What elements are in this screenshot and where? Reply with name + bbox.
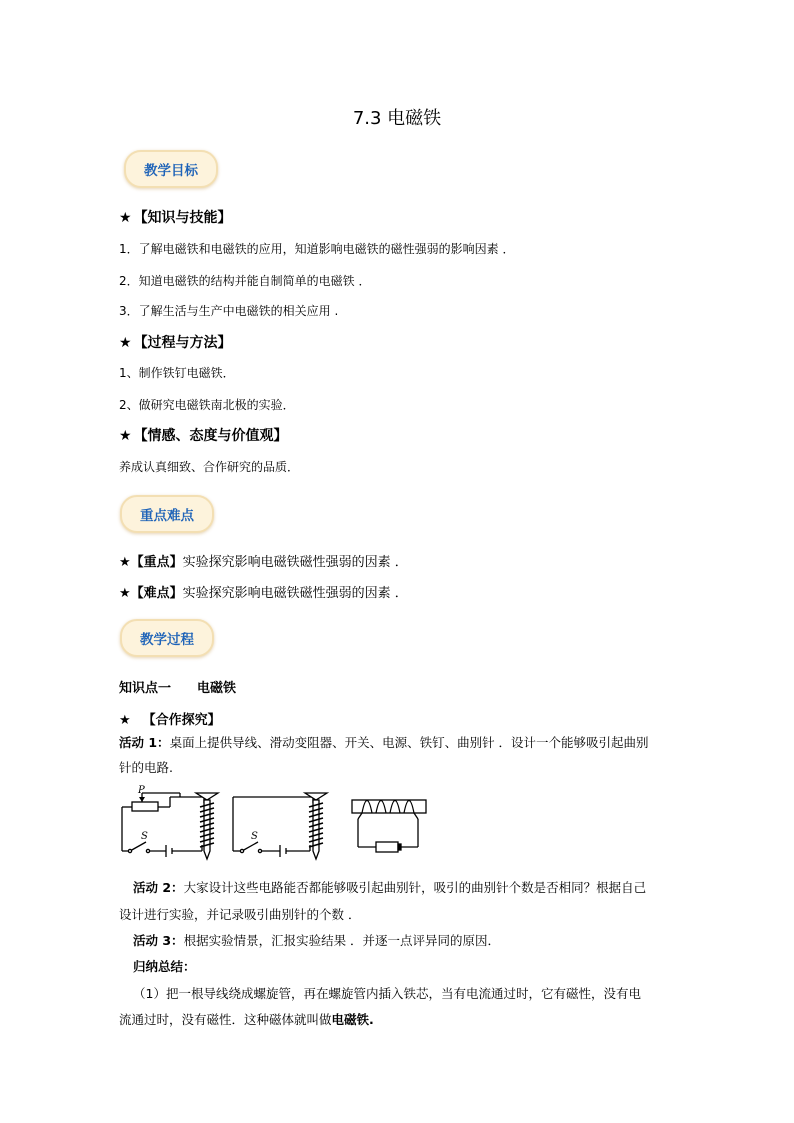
star-icon: ★: [119, 428, 132, 444]
difficult-point-line: ★【难点】实验探究影响电磁铁磁性强弱的因素 ．: [119, 586, 408, 601]
activity2-line2: 设计进行实验，并记录吸引曲别针的个数 ．: [119, 907, 361, 922]
nail-2: [305, 793, 327, 859]
knowledge-point-heading: 知识点一 电磁铁: [119, 681, 237, 696]
knowledge-item-3: 3．了解生活与生产中电磁铁的相关应用 .: [119, 304, 339, 318]
term-electromagnet: 电磁铁.: [331, 1012, 374, 1027]
star-icon: ★: [119, 210, 132, 226]
slider-arrow: [139, 797, 145, 802]
activity1-line1: 活动 1：桌面上提供导线、滑动变阻器、开关、电源、铁钉、曲别针 ．设计一个能够吸引起曲别: [119, 735, 649, 750]
circuit-3-solenoid: [352, 800, 426, 852]
summary-line1: （1）把一根导线绕成螺旋管，再在螺旋管内插入铁芯，当有电流通过时，它有磁性，没有电: [133, 986, 641, 1001]
label-s1: S: [141, 831, 148, 842]
circuit-1-rheostat: [122, 793, 204, 857]
activity1-line2: 针的电路.: [119, 760, 173, 775]
star-icon: ★: [119, 555, 131, 570]
nail-1: [196, 793, 218, 859]
page-title: 7.3 电磁铁: [352, 108, 442, 129]
section-badge-process: 教学过程: [120, 619, 214, 657]
heading-knowledge: ★ 【知识与技能】: [119, 210, 232, 226]
summary-line2: 流通过时，没有磁性．这种磁体就叫做电磁铁.: [119, 1012, 374, 1027]
summary-heading: 归纳总结：: [133, 959, 196, 974]
heading-emotion: ★ 【情感、态度与价值观】: [119, 428, 288, 444]
circuit-figures: [118, 783, 438, 863]
cooperative-heading: ★ 【合作探究】: [119, 713, 221, 728]
process-item-2: 2、做研究电磁铁南北极的实验．: [119, 398, 295, 412]
circuit-2-simple: [233, 797, 313, 857]
section-badge-key-points: 重点难点: [120, 495, 214, 533]
star-icon: ★: [119, 586, 131, 601]
emotion-item-1: 养成认真细致、合作研究的品质．: [119, 460, 300, 474]
star-icon: ★: [119, 713, 131, 728]
knowledge-item-2: 2．知道电磁铁的结构并能自制简单的电磁铁 ．: [119, 274, 371, 288]
process-item-1: 1、制作铁钉电磁铁．: [119, 366, 235, 380]
star-icon: ★: [119, 335, 132, 351]
key-point-line: ★【重点】实验探究影响电磁铁磁性强弱的因素 ．: [119, 555, 408, 570]
activity2-line1: 活动 2：大家设计这些电路能否都能够吸引起曲别针，吸引的曲别针个数是否相同？根据自己: [133, 880, 647, 895]
knowledge-item-1: 1．了解电磁铁和电磁铁的应用，知道影响电磁铁的磁性强弱的影响因素 ．: [119, 242, 515, 256]
label-s2: S: [251, 831, 258, 842]
heading-process-method: ★ 【过程与方法】: [119, 335, 232, 351]
activity3-line: 活动 3：根据实验情景，汇报实验结果 ．并逐一点评异同的原因．: [133, 933, 501, 948]
section-badge-objectives: 教学目标: [124, 150, 218, 188]
label-p: P: [138, 785, 145, 796]
